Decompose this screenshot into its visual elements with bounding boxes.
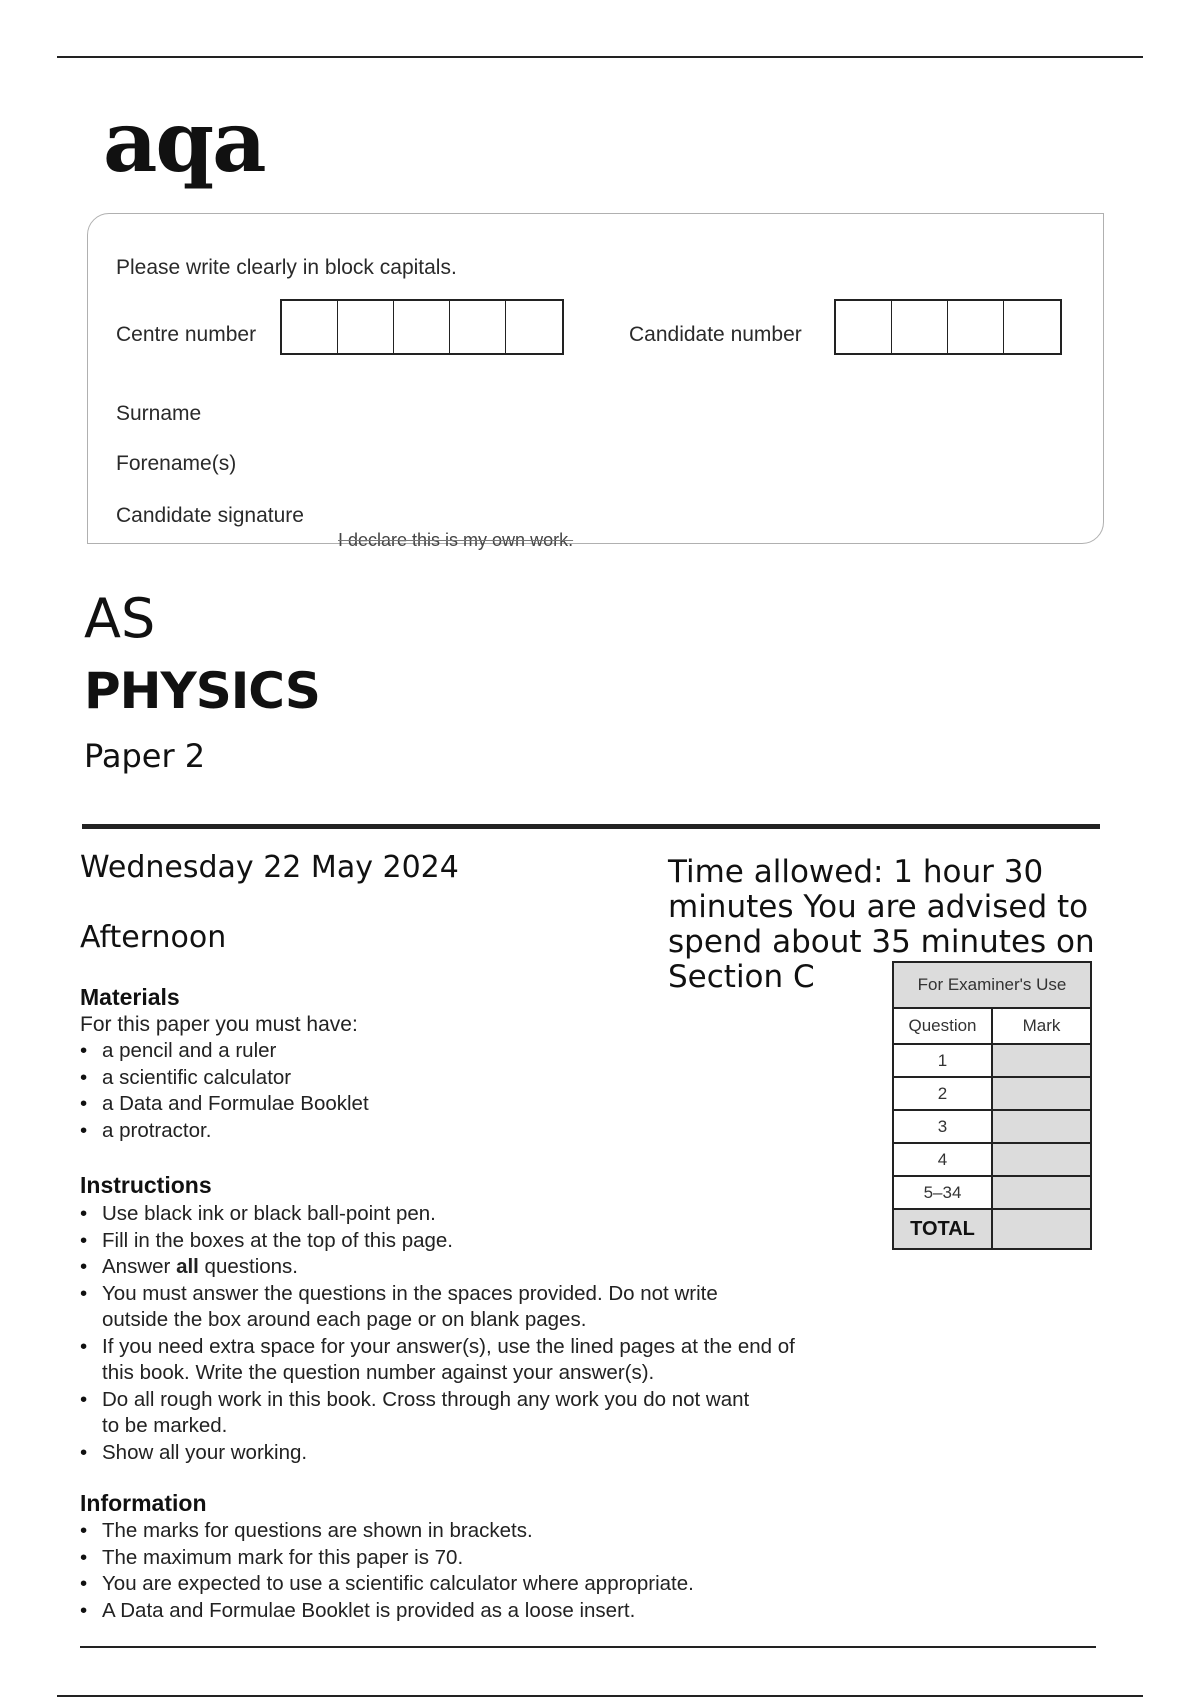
answer-all-pre: Answer <box>102 1255 177 1278</box>
list-item: • You are expected to use a scientific calculator where appropriate. <box>80 1571 694 1598</box>
answer-all-emphasis: all <box>176 1255 199 1278</box>
information-list <box>80 1518 694 1624</box>
list-item <box>80 1387 795 1440</box>
subject-title: PHYSICS <box>84 662 320 720</box>
materials-intro: For this paper you must have: <box>80 1013 358 1036</box>
mark-column-header: Mark <box>992 1008 1091 1044</box>
question-cell: 4 <box>893 1143 992 1176</box>
list-item: • a Data and Formulae Booklet <box>80 1091 369 1118</box>
candidate-number-label: Candidate number <box>629 323 802 346</box>
candidate-number-digit[interactable] <box>892 301 948 353</box>
instructions-heading: Instructions <box>80 1172 212 1198</box>
list-line: outside the box around each page or on blank pages. <box>102 1308 587 1331</box>
information-heading: Information <box>80 1490 207 1516</box>
signature-label: Candidate signature <box>116 504 304 527</box>
list-item: • a scientific calculator <box>80 1065 369 1092</box>
total-label: TOTAL <box>893 1209 992 1249</box>
candidate-number-input[interactable] <box>834 299 1062 355</box>
centre-number-digit[interactable] <box>338 301 394 353</box>
question-column-header: Question <box>893 1008 992 1044</box>
list-item: • Fill in the boxes at the top of this page. <box>80 1228 795 1255</box>
candidate-number-digit[interactable] <box>948 301 1004 353</box>
list-item <box>80 1254 795 1281</box>
question-cell: 3 <box>893 1110 992 1143</box>
exam-session: Afternoon <box>80 920 227 955</box>
question-cell: 2 <box>893 1077 992 1110</box>
time-allowed: Time allowed: 1 hour 30 minutes You are advised to spend about 35 minutes on Section C <box>668 854 1095 995</box>
paper-number: Paper 2 <box>84 737 206 775</box>
list-item: • a protractor. <box>80 1118 369 1145</box>
centre-number-digit[interactable] <box>506 301 562 353</box>
list-item: • The maximum mark for this paper is 70. <box>80 1545 694 1572</box>
centre-number-digit[interactable] <box>394 301 450 353</box>
total-mark-cell <box>992 1209 1091 1249</box>
surname-label: Surname <box>116 402 202 425</box>
mark-cell <box>992 1143 1091 1176</box>
list-item: • The marks for questions are shown in brackets. <box>80 1518 694 1545</box>
exam-date: Wednesday 22 May 2024 <box>80 850 459 885</box>
list-line: Do all rough work in this book. Cross through any work you do not want <box>102 1387 750 1411</box>
bottom-rule-page <box>57 1695 1143 1697</box>
qualification-level: AS <box>84 587 156 650</box>
mark-cell <box>992 1044 1091 1077</box>
list-line: this book. Write the question number against your answer(s). <box>102 1361 655 1384</box>
block-capitals-instruction: Please write clearly in block capitals. <box>116 256 457 279</box>
examiner-table-title: For Examiner's Use <box>893 962 1091 1008</box>
list-item <box>80 1334 795 1387</box>
list-line: You must answer the questions in the spaces provided. Do not write <box>102 1281 718 1305</box>
list-item: • A Data and Formulae Booklet is provided as a loose insert. <box>80 1598 694 1625</box>
top-rule <box>57 56 1143 58</box>
centre-number-digit[interactable] <box>282 301 338 353</box>
list-item: • Show all your working. <box>80 1440 795 1467</box>
list-item: • Use black ink or black ball-point pen. <box>80 1201 795 1228</box>
instructions-list <box>80 1201 795 1466</box>
materials-heading: Materials <box>80 984 180 1010</box>
list-item <box>80 1281 795 1334</box>
list-line: to be marked. <box>102 1414 228 1437</box>
candidate-number-digit[interactable] <box>1004 301 1060 353</box>
list-item: • a pencil and a ruler <box>80 1038 369 1065</box>
centre-number-label: Centre number <box>116 323 257 346</box>
bottom-rule-inner <box>80 1646 1096 1648</box>
mark-cell <box>992 1077 1091 1110</box>
centre-number-input[interactable] <box>280 299 564 355</box>
question-cell: 5–34 <box>893 1176 992 1209</box>
mark-cell <box>992 1176 1091 1209</box>
title-rule <box>82 824 1100 829</box>
materials-list <box>80 1038 369 1144</box>
forenames-label: Forename(s) <box>116 452 237 475</box>
candidate-number-digit[interactable] <box>836 301 892 353</box>
centre-number-digit[interactable] <box>450 301 506 353</box>
mark-cell <box>992 1110 1091 1143</box>
answer-all-post: questions. <box>198 1255 299 1278</box>
aqa-logo: aqa <box>103 92 265 191</box>
examiner-use-table <box>892 961 1092 1250</box>
list-line: If you need extra space for your answer(s), use the lined pages at the end of <box>102 1334 795 1358</box>
question-cell: 1 <box>893 1044 992 1077</box>
declaration-text: I declare this is my own work. <box>338 530 574 550</box>
